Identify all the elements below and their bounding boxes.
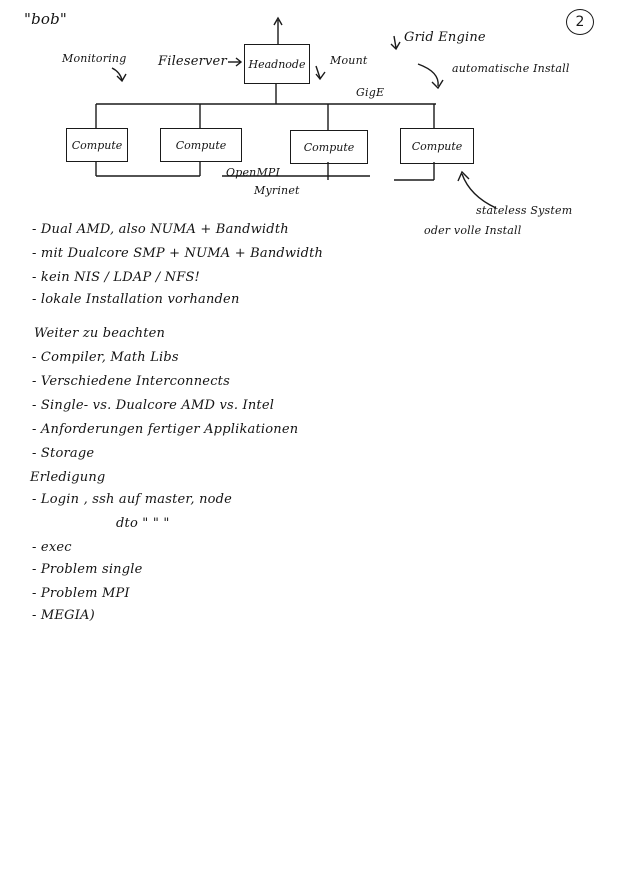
section-heading: Erledigung <box>30 470 106 485</box>
monitoring-label: Monitoring <box>62 52 127 65</box>
compute-node-2-label: Compute <box>175 138 227 152</box>
list-item: - Dual AMD, also NUMA + Bandwidth <box>32 222 289 237</box>
full-install-label: oder volle Install <box>424 224 522 237</box>
monitoring-arrow <box>112 68 122 80</box>
list-item: - MEGIA) <box>32 608 95 623</box>
page-number: 2 <box>575 14 585 30</box>
list-item: - Login , ssh auf master, node <box>32 492 233 507</box>
list-item: - Single- vs. Dualcore AMD vs. Intel <box>32 398 275 413</box>
page-title: "bob" <box>24 10 68 28</box>
compute-node-1 <box>66 128 128 162</box>
list-item: - Verschiedene Interconnects <box>32 374 230 389</box>
list-item: - exec <box>32 540 72 555</box>
compute-node-3 <box>290 130 368 164</box>
openmpi-label: OpenMPI <box>226 166 281 179</box>
grid-engine-label: Grid Engine <box>404 30 486 45</box>
list-item: dto " " " <box>116 516 170 531</box>
list-item: - Problem single <box>32 562 143 577</box>
list-item: - kein NIS / LDAP / NFS! <box>32 270 200 285</box>
list-item: - mit Dualcore SMP + NUMA + Bandwidth <box>32 246 324 261</box>
compute-node-4 <box>400 128 474 164</box>
list-item: - Problem MPI <box>32 586 130 601</box>
list-item: - Storage <box>32 446 95 461</box>
gige-label: GigE <box>356 86 385 99</box>
list-item: - lokale Installation vorhanden <box>32 292 240 307</box>
section-heading: Weiter zu beachten <box>34 326 166 341</box>
stateless-label: stateless System <box>476 204 573 217</box>
mount-label: Mount <box>330 54 368 67</box>
auto-install-arrow <box>418 64 438 86</box>
compute-node-4-label: Compute <box>411 139 463 153</box>
fileserver-label: Fileserver <box>158 54 227 69</box>
compute-node-1-label: Compute <box>71 138 123 152</box>
auto-install-label: automatische Install <box>452 62 570 75</box>
list-item: - Anforderungen fertiger Applikationen <box>32 422 299 437</box>
headnode-box <box>244 44 310 84</box>
myrinet-label: Myrinet <box>254 184 300 197</box>
headnode-label: Headnode <box>248 57 306 71</box>
list-item: - Compiler, Math Libs <box>32 350 179 365</box>
compute-node-3-label: Compute <box>303 140 355 154</box>
grid-engine-arrow <box>394 36 396 48</box>
mount-arrowhead <box>316 72 325 79</box>
compute-node-2 <box>160 128 242 162</box>
stateless-arrow <box>462 174 496 208</box>
